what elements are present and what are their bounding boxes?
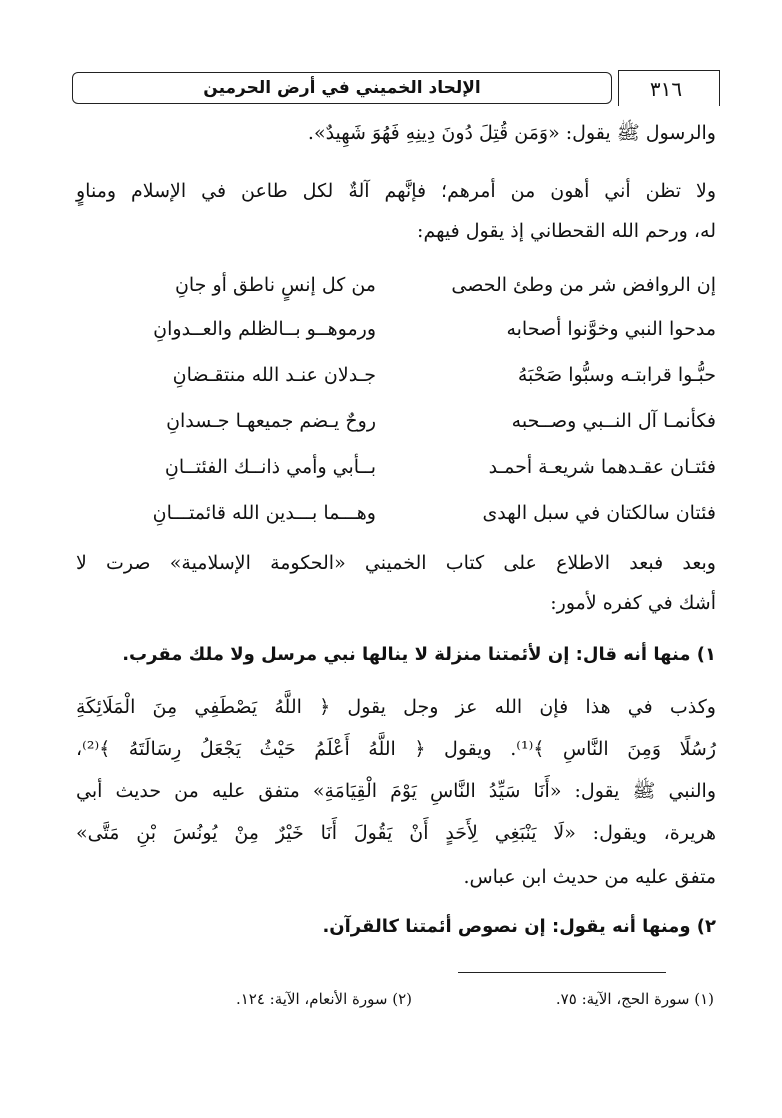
verse-second-hemistich: بــأبي وأمي ذانــك الفئتــانِ: [164, 456, 376, 478]
verse-first-hemistich: حبُّـوا قرابتـه وسبُّوا صَحْبَهُ: [517, 364, 716, 386]
paragraph-line: والرسول ﷺ يقول: «وَمَن قُتِلَ دُونَ دِينِهِ فَهُوَ شَهِيدٌ».: [307, 122, 716, 144]
paragraph-line: أشك في كفره لأمور:: [550, 592, 716, 614]
footnote-2: (٢) سورة الأنعام، الآية: ١٢٤.: [235, 990, 412, 1008]
poem-verse: [76, 270, 716, 300]
page-number: ٣١٦: [649, 77, 683, 101]
poem-verse: [76, 498, 716, 528]
footnote-1: (١) سورة الحج، الآية: ٧٥.: [555, 990, 714, 1008]
verse-first-hemistich: إن الروافض شر من وطئ الحصى: [451, 274, 716, 296]
verse-second-hemistich: جـدلان عنـد الله منتقـضانِ: [172, 364, 376, 386]
verse-first-hemistich: مدحوا النبي وخوَّنوا أصحابه: [506, 318, 716, 340]
verse-first-hemistich: فئتـان عقـدهما شريعـة أحمـد: [488, 456, 716, 478]
paragraph-line: متفق عليه من حديث ابن عباس.: [463, 866, 716, 888]
poem-verse: [76, 314, 716, 344]
verse-second-hemistich: وهـــما بـــدين الله قائمتـــانِ: [152, 502, 376, 524]
verse-second-hemistich: من كل إنسٍ ناطق أو جانِ: [174, 274, 376, 296]
paragraph-line: ولا تظن أني أهون من أمرهم؛ فإنَّهم آلةٌ لكل طاعن في الإسلام ومناوٍ: [76, 180, 716, 202]
running-header: [72, 72, 724, 108]
paragraph-line: وكذب في هذا فإن الله عز وجل يقول ﴿ اللَّهُ يَصْطَفِي مِنَ الْمَلَائِكَةِ: [76, 696, 716, 718]
verse-second-hemistich: روحٌ يـضم جميعهـا جـسدانِ: [166, 410, 376, 432]
paragraph-line: له، ورحم الله القحطاني إذ يقول فيهم:: [417, 220, 716, 242]
list-item-1: ١) منها أنه قال: إن لأئمتنا منزلة لا ينالها نبي مرسل ولا ملك مقرب.: [122, 644, 716, 665]
verse-first-hemistich: فكأنمـا آل النــبي وصــحبه: [511, 410, 716, 432]
verse-first-hemistich: فئتان سالكتان في سبل الهدى: [482, 502, 716, 524]
poem-verse: [76, 452, 716, 482]
poem-verse: [76, 406, 716, 436]
paragraph-line: وبعد فبعد الاطلاع على كتاب الخميني «الحكومة الإسلامية» صرت لا: [76, 552, 716, 574]
header-title: الإلحاد الخميني في أرض الحرمين: [203, 78, 481, 98]
verse-second-hemistich: ورموهــو بــالظلم والعــدوانِ: [153, 318, 376, 340]
paragraph-line: هريرة، ويقول: «لَا يَنْبَغِي لِأَحَدٍ أَنْ يَقُولَ أَنَا خَيْرٌ مِنْ يُونُسَ بْنِ مَتَّى»: [76, 822, 716, 844]
paragraph-line: رُسُلًا وَمِنَ النَّاسِ ﴾⁽¹⁾. ويقول ﴿ اللَّهُ أَعْلَمُ حَيْثُ يَجْعَلُ رِسَالَتَهُ ﴾⁽²⁾،: [76, 738, 716, 760]
poem-verse: [76, 360, 716, 390]
list-item-2: ٢) ومنها أنه يقول: إن نصوص أئمتنا كالقرآن.: [322, 916, 716, 937]
footnote-separator: [458, 972, 666, 973]
paragraph-line: والنبي ﷺ يقول: «أَنَا سَيِّدُ النَّاسِ يَوْمَ الْقِيَامَةِ» متفق عليه من حديث أبي: [76, 780, 716, 802]
